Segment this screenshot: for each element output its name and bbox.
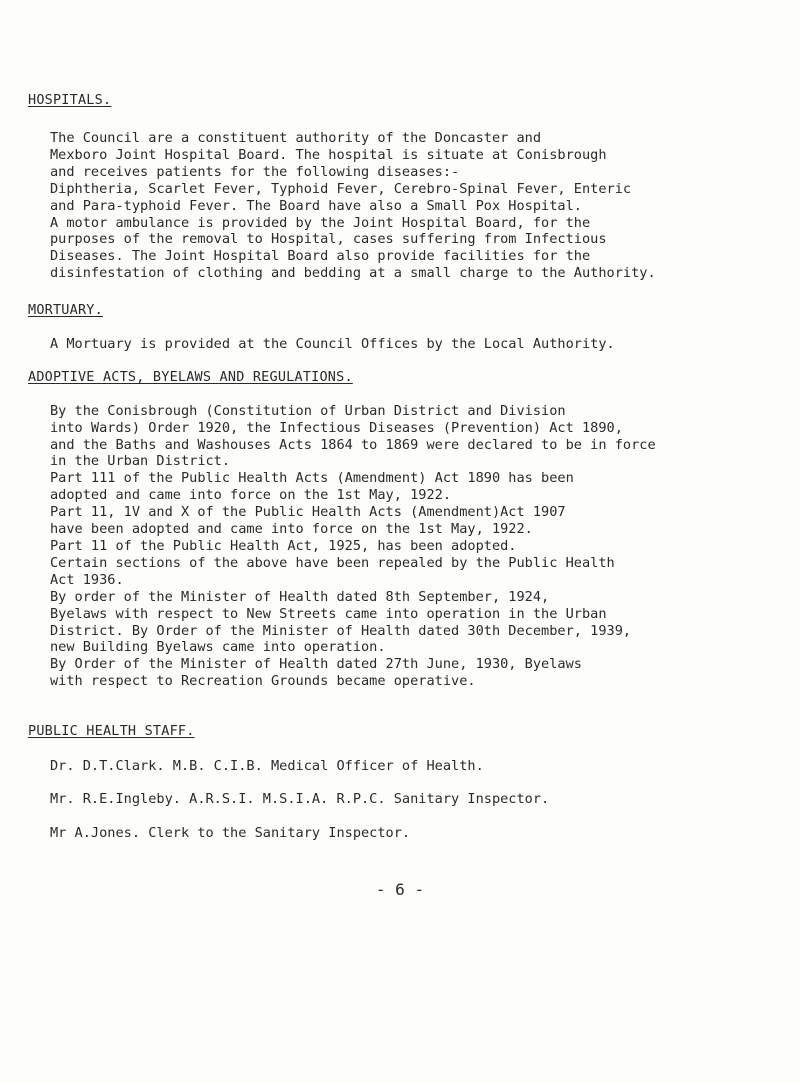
public-health-staff-heading: PUBLIC HEALTH STAFF. <box>28 723 195 739</box>
hospitals-paragraph-1: The Council are a constituent authority of the Doncaster and Mexboro Joint Hospital Board. The hospital is situate at Conisbrough and receives patients for the following diseases:- <box>50 130 607 180</box>
page-number: - 6 - <box>375 880 425 899</box>
adoptive-acts-paragraph-2: Part 111 of the Public Health Acts (Amendment) Act 1890 has been adopted and came into force on the 1st May, 1922. <box>50 470 574 503</box>
adoptive-acts-heading: ADOPTIVE ACTS, BYELAWS AND REGULATIONS. <box>28 369 353 385</box>
staff-line: Dr. D.T.Clark. M.B. C.I.B. Medical Officer of Health. <box>50 758 484 774</box>
staff-line: Mr A.Jones. Clerk to the Sanitary Inspector. <box>50 825 411 841</box>
mortuary-heading: MORTUARY. <box>28 302 103 318</box>
adoptive-acts-paragraph-3: Part 11, 1V and X of the Public Health Acts (Amendment)Act 1907 have been adopted and came into force on the 1st May, 1922. <box>50 504 566 537</box>
adoptive-acts-paragraph-6: By Order of the Minister of Health dated 27th June, 1930, Byelaws with respect to Recreation Grounds became operative. <box>50 656 582 689</box>
hospitals-heading: HOSPITALS. <box>28 92 112 108</box>
adoptive-acts-paragraph-1: By the Conisbrough (Constitution of Urban District and Division into Wards) Order 1920, the Infectious Diseases (Prevention) Act 1890, and the Baths and Washouses Acts 1864 to 1869 were declared to be in force in the Urban District. <box>50 403 656 470</box>
adoptive-acts-paragraph-5: By order of the Minister of Health dated 8th September, 1924, Byelaws with respect to New Streets came into operation in the Urban District. By Order of the Minister of Health dated 30th December, 1939, new Building Byelaws came into operation. <box>50 589 632 656</box>
staff-line: Mr. R.E.Ingleby. A.R.S.I. M.S.I.A. R.P.C. Sanitary Inspector. <box>50 791 550 807</box>
hospitals-paragraph-2: Diphtheria, Scarlet Fever, Typhoid Fever, Cerebro-Spinal Fever, Enteric and Para-typhoid Fever. The Board have also a Small Pox Hospital. A motor ambulance is provided by the Joint Hospital Board, for the purposes of the removal to Hospital, cases suffering from Infectious Diseases. The Joint Hospital Board also provide facilities for the disinfestation of clothing and bedding at a small charge to the Authority. <box>50 181 656 281</box>
mortuary-text: A Mortuary is provided at the Council Offices by the Local Authority. <box>50 336 615 352</box>
adoptive-acts-paragraph-4: Part 11 of the Public Health Act, 1925, has been adopted. Certain sections of the above have been repealed by the Public Health Act 1936. <box>50 538 615 588</box>
